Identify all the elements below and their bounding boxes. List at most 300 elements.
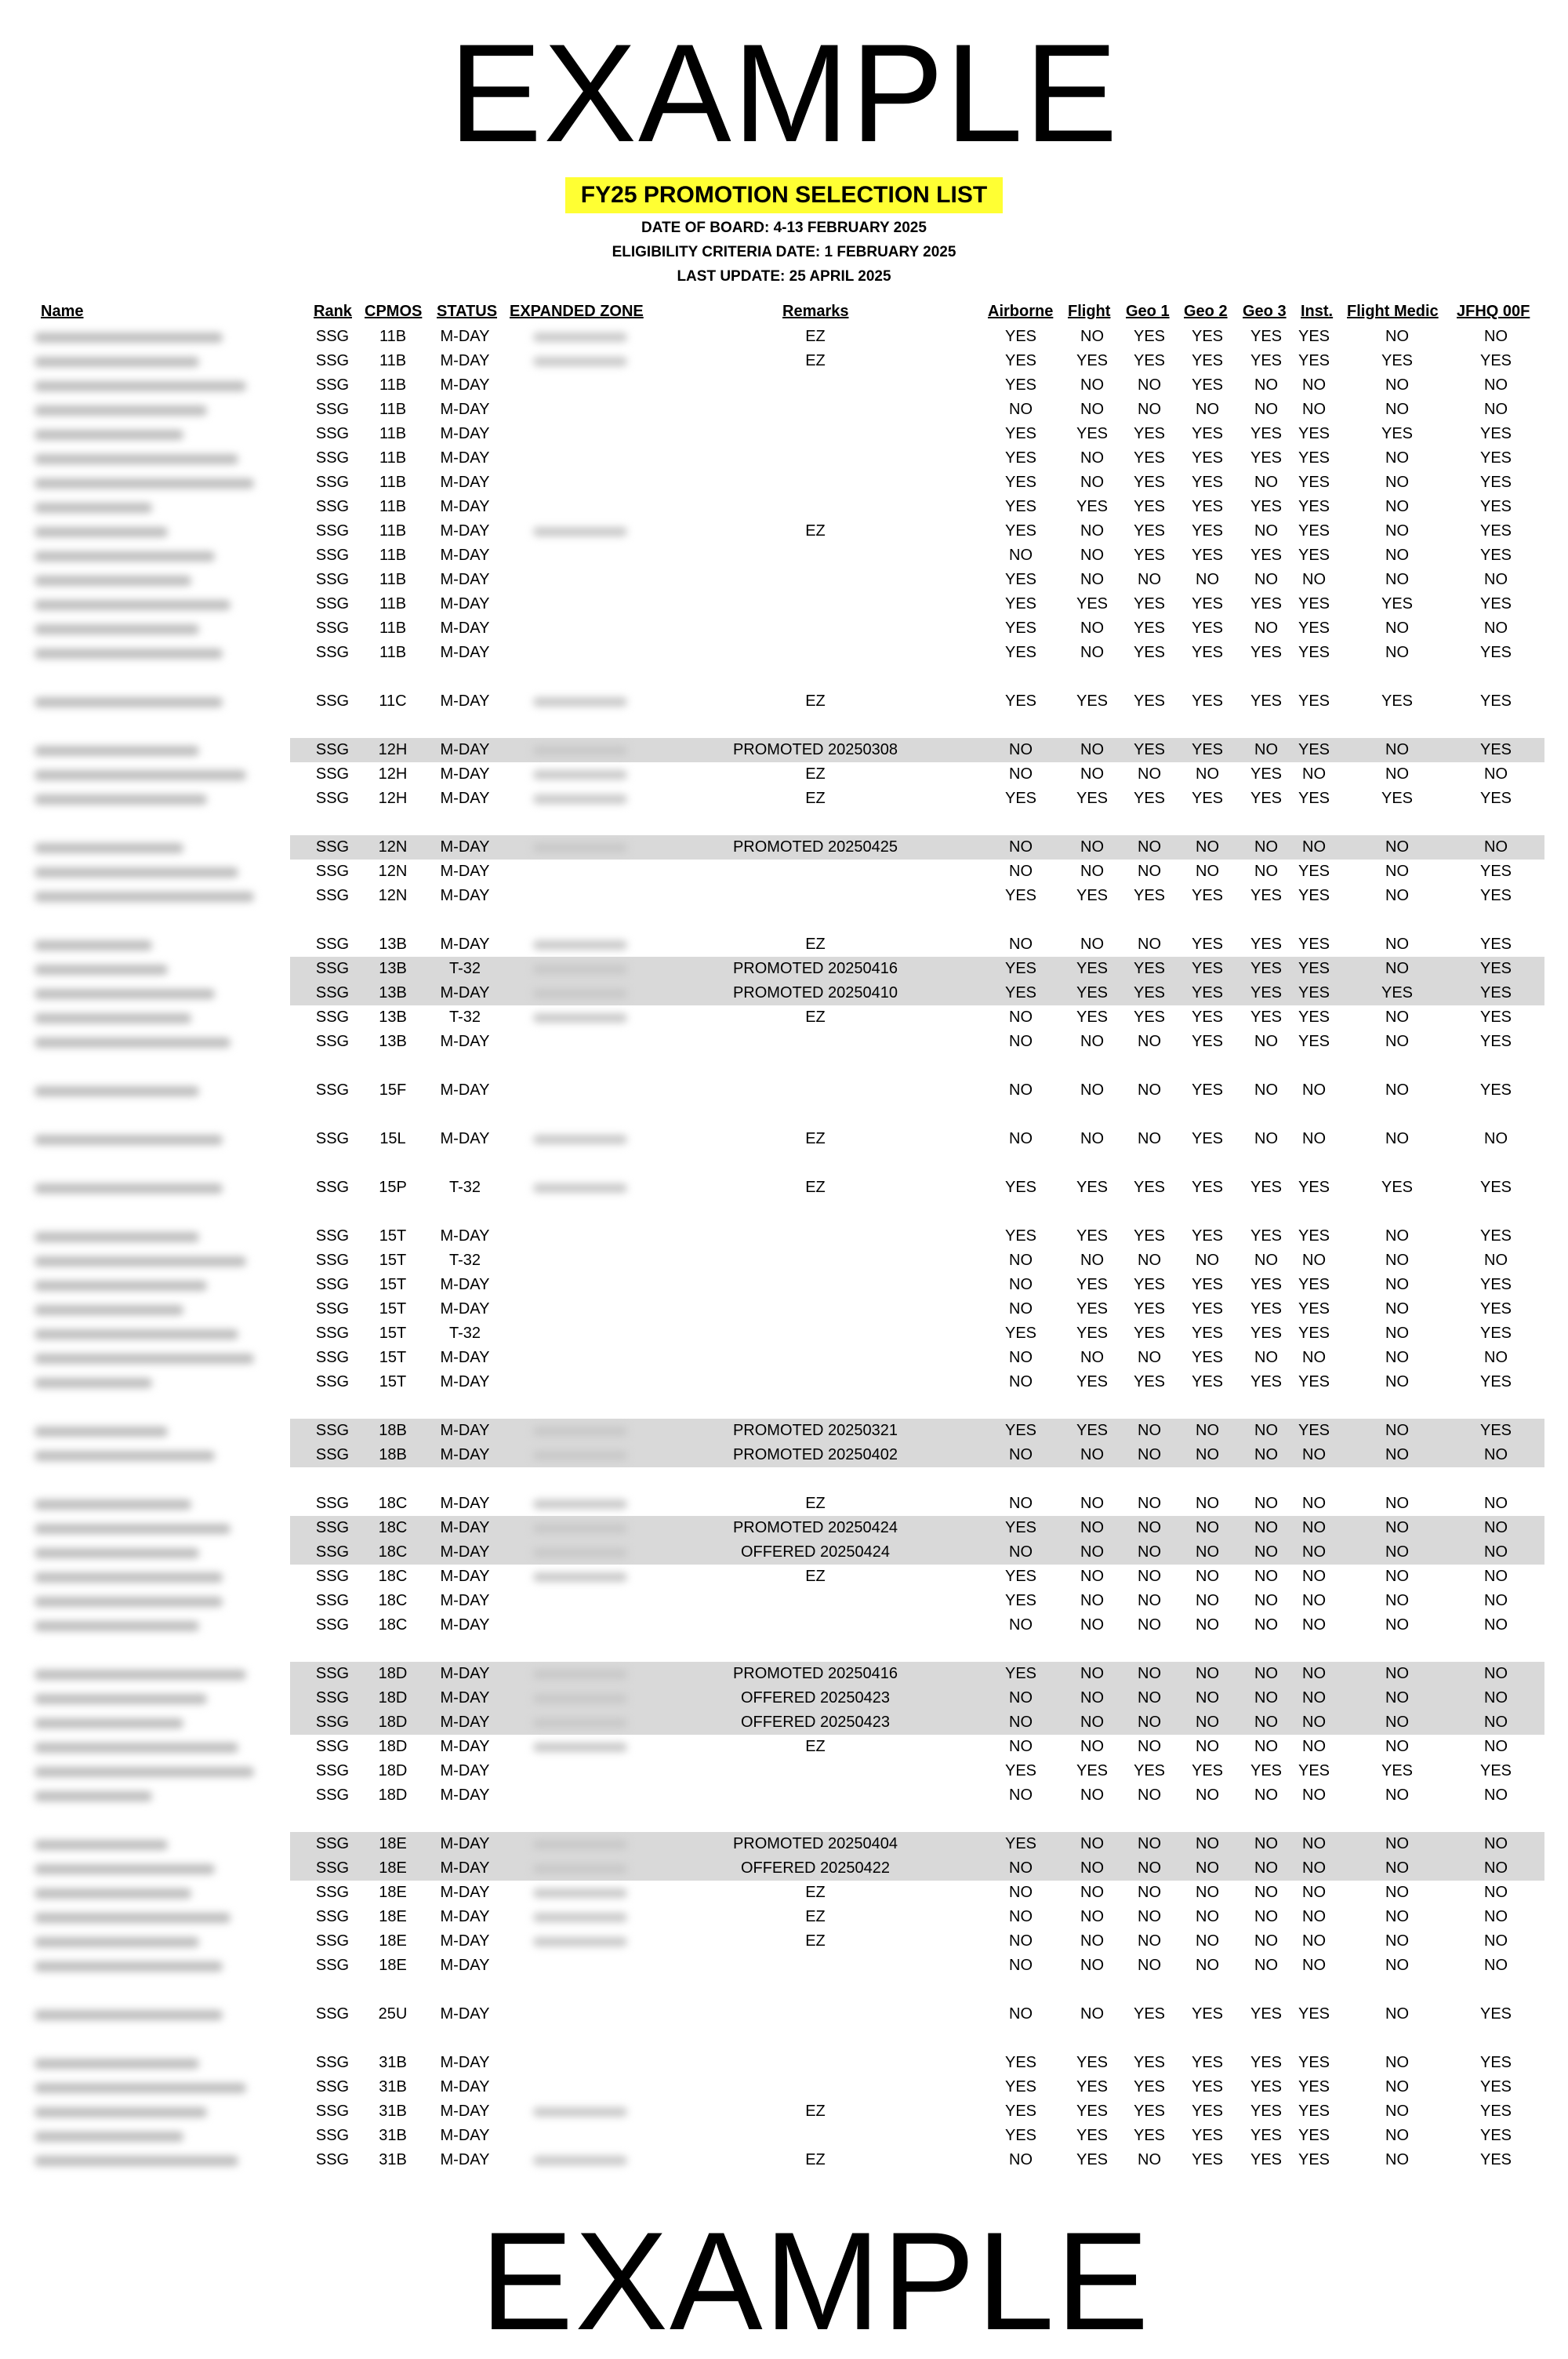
- geo-1-cell: YES: [1133, 741, 1166, 758]
- geo-2-cell: YES: [1191, 1081, 1224, 1099]
- redacted-expanded-zone: [533, 2107, 627, 2117]
- geo-2-cell: YES: [1191, 936, 1224, 953]
- geo-3-cell: NO: [1254, 1446, 1278, 1463]
- flight-medic-cell: NO: [1385, 1592, 1409, 1609]
- flight-cell: YES: [1076, 1276, 1109, 1293]
- flight-medic-cell: NO: [1385, 449, 1409, 467]
- status-cell: M-DAY: [440, 2078, 490, 2095]
- table-row: [31, 1662, 1544, 1686]
- table-row: [31, 543, 1544, 568]
- rank-cell: SSG: [315, 1081, 350, 1099]
- last-update: LAST UPDATE: 25 APRIL 2025: [677, 268, 891, 285]
- geo-2-cell: YES: [1191, 522, 1224, 540]
- geo-1-cell: NO: [1138, 376, 1161, 394]
- redacted-name: [34, 1354, 254, 1364]
- inst-cell: NO: [1302, 1714, 1326, 1731]
- geo-2-cell: NO: [1196, 1665, 1219, 1682]
- inst-cell: YES: [1298, 2054, 1330, 2071]
- jfhq-00f-cell: NO: [1484, 1908, 1508, 1925]
- geo-3-cell: NO: [1254, 474, 1278, 491]
- geo-2-cell: YES: [1191, 1179, 1224, 1196]
- redacted-name: [34, 454, 238, 464]
- header-jfhq-00f: JFHQ 00F: [1457, 303, 1530, 320]
- jfhq-00f-cell: NO: [1484, 1665, 1508, 1682]
- geo-3-cell: YES: [1250, 328, 1283, 345]
- header-flight-medic: Flight Medic: [1347, 303, 1439, 320]
- cpmos-cell: 11B: [379, 352, 407, 369]
- header-flight: Flight: [1068, 303, 1111, 320]
- redacted-name: [34, 1524, 230, 1534]
- inst-cell: NO: [1302, 376, 1326, 394]
- remarks-cell: EZ: [805, 692, 826, 710]
- jfhq-00f-cell: YES: [1479, 960, 1512, 977]
- airborne-cell: YES: [1004, 1422, 1037, 1439]
- cpmos-cell: 15P: [379, 1179, 407, 1196]
- flight-medic-cell: NO: [1385, 328, 1409, 345]
- geo-2-cell: YES: [1191, 790, 1224, 807]
- jfhq-00f-cell: YES: [1479, 692, 1512, 710]
- redacted-name: [34, 1621, 199, 1631]
- status-cell: M-DAY: [440, 1081, 490, 1099]
- airborne-cell: YES: [1004, 2103, 1037, 2120]
- flight-medic-cell: NO: [1385, 936, 1409, 953]
- redacted-name: [34, 940, 152, 951]
- jfhq-00f-cell: YES: [1479, 863, 1512, 880]
- rank-cell: SSG: [315, 1300, 350, 1318]
- flight-cell: YES: [1076, 1762, 1109, 1779]
- rank-cell: SSG: [315, 741, 350, 758]
- cpmos-cell: 11B: [379, 620, 407, 637]
- airborne-cell: NO: [1009, 1884, 1033, 1901]
- redacted-expanded-zone: [533, 1013, 627, 1023]
- flight-medic-cell: NO: [1385, 1568, 1409, 1585]
- geo-2-cell: YES: [1191, 2103, 1224, 2120]
- geo-1-cell: NO: [1138, 1519, 1161, 1536]
- remarks-cell: EZ: [805, 328, 826, 345]
- inst-cell: YES: [1298, 2151, 1330, 2168]
- cpmos-cell: 11B: [379, 474, 407, 491]
- geo-1-cell: NO: [1138, 1422, 1161, 1439]
- flight-cell: YES: [1076, 2127, 1109, 2144]
- rank-cell: SSG: [315, 1276, 350, 1293]
- geo-2-cell: YES: [1191, 620, 1224, 637]
- flight-cell: YES: [1076, 984, 1109, 1001]
- status-cell: M-DAY: [440, 401, 490, 418]
- geo-1-cell: YES: [1133, 644, 1166, 661]
- jfhq-00f-cell: NO: [1484, 1519, 1508, 1536]
- airborne-cell: YES: [1004, 1179, 1037, 1196]
- cpmos-cell: 11B: [379, 571, 407, 588]
- rank-cell: SSG: [315, 1908, 350, 1925]
- geo-3-cell: YES: [1250, 449, 1283, 467]
- table-row: [31, 373, 1544, 398]
- example-watermark-top: EXAMPLE: [448, 15, 1120, 171]
- redacted-name: [34, 1572, 223, 1583]
- inst-cell: YES: [1298, 790, 1330, 807]
- inst-cell: NO: [1302, 1446, 1326, 1463]
- flight-medic-cell: NO: [1385, 474, 1409, 491]
- inst-cell: YES: [1298, 2103, 1330, 2120]
- flight-medic-cell: YES: [1381, 692, 1414, 710]
- cpmos-cell: 18D: [378, 1787, 408, 1804]
- status-cell: M-DAY: [440, 1276, 490, 1293]
- flight-cell: NO: [1080, 1616, 1104, 1634]
- geo-3-cell: YES: [1250, 1762, 1283, 1779]
- airborne-cell: YES: [1004, 644, 1037, 661]
- redacted-expanded-zone: [533, 1427, 627, 1436]
- status-cell: T-32: [448, 1179, 481, 1196]
- jfhq-00f-cell: YES: [1479, 1276, 1512, 1293]
- redacted-name: [34, 1597, 223, 1607]
- cpmos-cell: 15T: [379, 1325, 407, 1342]
- airborne-cell: YES: [1004, 1835, 1037, 1852]
- redacted-name: [34, 405, 207, 416]
- status-cell: M-DAY: [440, 328, 490, 345]
- redacted-name: [34, 1038, 230, 1048]
- status-cell: M-DAY: [440, 522, 490, 540]
- table-row: [31, 1686, 1544, 1710]
- rank-cell: SSG: [315, 1835, 350, 1852]
- remarks-cell: OFFERED 20250422: [740, 1859, 891, 1877]
- redacted-expanded-zone: [533, 989, 627, 998]
- flight-medic-cell: NO: [1385, 1349, 1409, 1366]
- geo-1-cell: NO: [1138, 1592, 1161, 1609]
- redacted-expanded-zone: [533, 333, 627, 342]
- flight-medic-cell: NO: [1385, 498, 1409, 515]
- redacted-expanded-zone: [533, 1183, 627, 1193]
- flight-medic-cell: NO: [1385, 1081, 1409, 1099]
- cpmos-cell: 18C: [378, 1592, 408, 1609]
- inst-cell: YES: [1298, 984, 1330, 1001]
- jfhq-00f-cell: NO: [1484, 1130, 1508, 1147]
- airborne-cell: YES: [1004, 595, 1037, 612]
- table-row: [31, 1176, 1544, 1200]
- flight-cell: YES: [1076, 2078, 1109, 2095]
- geo-1-cell: YES: [1133, 328, 1166, 345]
- redacted-name: [34, 867, 238, 878]
- cpmos-cell: 18D: [378, 1689, 408, 1707]
- table-row: [31, 932, 1544, 957]
- inst-cell: YES: [1298, 425, 1330, 442]
- flight-medic-cell: NO: [1385, 960, 1409, 977]
- table-row: [31, 2002, 1544, 2026]
- jfhq-00f-cell: YES: [1479, 425, 1512, 442]
- redacted-name: [34, 1913, 230, 1923]
- inst-cell: YES: [1298, 692, 1330, 710]
- jfhq-00f-cell: NO: [1484, 1787, 1508, 1804]
- flight-medic-cell: NO: [1385, 1932, 1409, 1950]
- redacted-name: [34, 649, 223, 659]
- jfhq-00f-cell: YES: [1479, 1179, 1512, 1196]
- flight-medic-cell: NO: [1385, 1422, 1409, 1439]
- status-cell: M-DAY: [440, 1616, 490, 1634]
- redacted-name: [34, 381, 246, 391]
- cpmos-cell: 18E: [379, 1884, 407, 1901]
- table-row: [31, 1419, 1544, 1443]
- table-row: [31, 422, 1544, 446]
- cpmos-cell: 18D: [378, 1738, 408, 1755]
- remarks-cell: EZ: [805, 1568, 826, 1585]
- inst-cell: NO: [1302, 1689, 1326, 1707]
- geo-1-cell: YES: [1133, 2103, 1166, 2120]
- redacted-name: [34, 892, 254, 902]
- redacted-name: [34, 1427, 168, 1437]
- table-row: [31, 1516, 1544, 1540]
- rank-cell: SSG: [315, 1689, 350, 1707]
- flight-cell: NO: [1080, 765, 1104, 783]
- table-row: [31, 1273, 1544, 1297]
- flight-cell: NO: [1080, 1130, 1104, 1147]
- airborne-cell: NO: [1009, 1349, 1033, 1366]
- flight-cell: YES: [1076, 595, 1109, 612]
- geo-2-cell: YES: [1191, 2054, 1224, 2071]
- inst-cell: NO: [1302, 1252, 1326, 1269]
- airborne-cell: NO: [1009, 1009, 1033, 1026]
- redacted-name: [34, 2156, 238, 2166]
- redacted-name: [34, 697, 223, 707]
- geo-2-cell: YES: [1191, 498, 1224, 515]
- rank-cell: SSG: [315, 887, 350, 904]
- table-row: [31, 1030, 1544, 1054]
- jfhq-00f-cell: NO: [1484, 1957, 1508, 1974]
- redacted-name: [34, 503, 152, 513]
- redacted-expanded-zone: [533, 965, 627, 974]
- flight-cell: NO: [1080, 328, 1104, 345]
- geo-1-cell: NO: [1138, 1033, 1161, 1050]
- flight-medic-cell: NO: [1385, 1227, 1409, 1245]
- header-remarks: Remarks: [782, 303, 849, 320]
- rank-cell: SSG: [315, 425, 350, 442]
- rank-cell: SSG: [315, 328, 350, 345]
- geo-3-cell: YES: [1250, 765, 1283, 783]
- jfhq-00f-cell: NO: [1484, 1932, 1508, 1950]
- status-cell: T-32: [448, 1325, 481, 1342]
- rank-cell: SSG: [315, 1616, 350, 1634]
- rank-cell: SSG: [315, 1568, 350, 1585]
- rank-cell: SSG: [315, 1884, 350, 1901]
- redacted-expanded-zone: [533, 1718, 627, 1728]
- jfhq-00f-cell: YES: [1479, 2127, 1512, 2144]
- table-row: [31, 787, 1544, 811]
- airborne-cell: NO: [1009, 1957, 1033, 1974]
- date-of-board: DATE OF BOARD: 4-13 FEBRUARY 2025: [641, 220, 927, 236]
- geo-3-cell: NO: [1254, 1495, 1278, 1512]
- geo-3-cell: NO: [1254, 1787, 1278, 1804]
- flight-medic-cell: NO: [1385, 2151, 1409, 2168]
- geo-2-cell: NO: [1196, 1616, 1219, 1634]
- rank-cell: SSG: [315, 571, 350, 588]
- table-row: [31, 1078, 1544, 1103]
- flight-cell: NO: [1080, 1908, 1104, 1925]
- geo-1-cell: NO: [1138, 1738, 1161, 1755]
- geo-3-cell: NO: [1254, 571, 1278, 588]
- remarks-cell: OFFERED 20250423: [740, 1689, 891, 1707]
- redacted-name: [34, 333, 223, 343]
- flight-medic-cell: NO: [1385, 1665, 1409, 1682]
- inst-cell: NO: [1302, 571, 1326, 588]
- redacted-name: [34, 1305, 183, 1315]
- inst-cell: YES: [1298, 1227, 1330, 1245]
- geo-1-cell: YES: [1133, 2005, 1166, 2023]
- status-cell: M-DAY: [440, 863, 490, 880]
- flight-medic-cell: NO: [1385, 2127, 1409, 2144]
- jfhq-00f-cell: YES: [1479, 547, 1512, 564]
- cpmos-cell: 18C: [378, 1568, 408, 1585]
- flight-medic-cell: NO: [1385, 1884, 1409, 1901]
- table-row: [31, 1321, 1544, 1346]
- geo-1-cell: YES: [1133, 474, 1166, 491]
- geo-2-cell: NO: [1196, 1957, 1219, 1974]
- status-cell: M-DAY: [440, 620, 490, 637]
- airborne-cell: NO: [1009, 2005, 1033, 2023]
- list-title: FY25 PROMOTION SELECTION LIST: [565, 177, 1003, 213]
- jfhq-00f-cell: NO: [1484, 1714, 1508, 1731]
- rank-cell: SSG: [315, 1422, 350, 1439]
- geo-2-cell: YES: [1191, 1009, 1224, 1026]
- rank-cell: SSG: [315, 1373, 350, 1390]
- cpmos-cell: 11B: [379, 522, 407, 540]
- flight-cell: NO: [1080, 1738, 1104, 1755]
- geo-3-cell: YES: [1250, 1300, 1283, 1318]
- rank-cell: SSG: [315, 1349, 350, 1366]
- geo-3-cell: NO: [1254, 1592, 1278, 1609]
- table-row: [31, 1492, 1544, 1516]
- status-cell: M-DAY: [440, 692, 490, 710]
- inst-cell: NO: [1302, 838, 1326, 856]
- geo-2-cell: YES: [1191, 1227, 1224, 1245]
- table-row: [31, 835, 1544, 860]
- cpmos-cell: 12N: [378, 838, 408, 856]
- geo-2-cell: NO: [1196, 1835, 1219, 1852]
- status-cell: M-DAY: [440, 2127, 490, 2144]
- inst-cell: YES: [1298, 498, 1330, 515]
- flight-cell: NO: [1080, 571, 1104, 588]
- flight-cell: YES: [1076, 2103, 1109, 2120]
- jfhq-00f-cell: YES: [1479, 1227, 1512, 1245]
- geo-2-cell: YES: [1191, 887, 1224, 904]
- geo-1-cell: YES: [1133, 352, 1166, 369]
- cpmos-cell: 15T: [379, 1373, 407, 1390]
- geo-1-cell: YES: [1133, 1325, 1166, 1342]
- redacted-name: [34, 1767, 254, 1777]
- airborne-cell: NO: [1009, 1787, 1033, 1804]
- redacted-expanded-zone: [533, 843, 627, 852]
- geo-2-cell: YES: [1191, 328, 1224, 345]
- table-row: [31, 2051, 1544, 2075]
- geo-1-cell: NO: [1138, 1349, 1161, 1366]
- airborne-cell: NO: [1009, 1130, 1033, 1147]
- rank-cell: SSG: [315, 936, 350, 953]
- rank-cell: SSG: [315, 522, 350, 540]
- flight-medic-cell: NO: [1385, 571, 1409, 588]
- geo-3-cell: NO: [1254, 1957, 1278, 1974]
- airborne-cell: YES: [1004, 620, 1037, 637]
- geo-3-cell: YES: [1250, 1325, 1283, 1342]
- header-status: STATUS: [437, 303, 498, 320]
- flight-cell: NO: [1080, 1519, 1104, 1536]
- geo-2-cell: NO: [1196, 1543, 1219, 1561]
- inst-cell: NO: [1302, 1081, 1326, 1099]
- geo-3-cell: YES: [1250, 984, 1283, 1001]
- jfhq-00f-cell: YES: [1479, 1373, 1512, 1390]
- geo-3-cell: NO: [1254, 1081, 1278, 1099]
- redacted-expanded-zone: [533, 1135, 627, 1144]
- cpmos-cell: 18E: [379, 1835, 407, 1852]
- redacted-expanded-zone: [533, 1743, 627, 1752]
- flight-cell: NO: [1080, 376, 1104, 394]
- header-name: Name: [41, 303, 84, 320]
- status-cell: M-DAY: [440, 1787, 490, 1804]
- redacted-expanded-zone: [533, 746, 627, 755]
- geo-2-cell: NO: [1196, 838, 1219, 856]
- flight-medic-cell: NO: [1385, 1276, 1409, 1293]
- example-watermark-bottom: EXAMPLE: [480, 2203, 1151, 2359]
- flight-cell: YES: [1076, 1373, 1109, 1390]
- inst-cell: YES: [1298, 960, 1330, 977]
- cpmos-cell: 13B: [379, 1033, 407, 1050]
- airborne-cell: YES: [1004, 1568, 1037, 1585]
- jfhq-00f-cell: YES: [1479, 1009, 1512, 1026]
- status-cell: M-DAY: [440, 547, 490, 564]
- airborne-cell: YES: [1004, 790, 1037, 807]
- flight-medic-cell: NO: [1385, 1495, 1409, 1512]
- cpmos-cell: 18D: [378, 1714, 408, 1731]
- geo-3-cell: YES: [1250, 2005, 1283, 2023]
- inst-cell: NO: [1302, 1568, 1326, 1585]
- status-cell: M-DAY: [440, 1592, 490, 1609]
- status-cell: M-DAY: [440, 474, 490, 491]
- geo-1-cell: YES: [1133, 1227, 1166, 1245]
- remarks-cell: OFFERED 20250423: [740, 1714, 891, 1731]
- rank-cell: SSG: [315, 1495, 350, 1512]
- cpmos-cell: 11B: [379, 425, 407, 442]
- geo-1-cell: YES: [1133, 984, 1166, 1001]
- rank-cell: SSG: [315, 2054, 350, 2071]
- remarks-cell: EZ: [805, 352, 826, 369]
- geo-2-cell: NO: [1196, 1446, 1219, 1463]
- redacted-name: [34, 2132, 183, 2142]
- table-row: [31, 471, 1544, 495]
- status-cell: M-DAY: [440, 2005, 490, 2023]
- flight-medic-cell: NO: [1385, 741, 1409, 758]
- geo-2-cell: NO: [1196, 1932, 1219, 1950]
- inst-cell: YES: [1298, 595, 1330, 612]
- flight-medic-cell: YES: [1381, 425, 1414, 442]
- airborne-cell: NO: [1009, 1714, 1033, 1731]
- inst-cell: YES: [1298, 887, 1330, 904]
- cpmos-cell: 18C: [378, 1519, 408, 1536]
- inst-cell: NO: [1302, 1884, 1326, 1901]
- geo-1-cell: YES: [1133, 595, 1166, 612]
- flight-medic-cell: NO: [1385, 1009, 1409, 1026]
- table-row: [31, 884, 1544, 908]
- remarks-cell: EZ: [805, 1738, 826, 1755]
- header-expanded-zone: EXPANDED ZONE: [510, 303, 644, 320]
- rank-cell: SSG: [315, 595, 350, 612]
- redacted-name: [34, 478, 254, 489]
- status-cell: M-DAY: [440, 1957, 490, 1974]
- rank-cell: SSG: [315, 863, 350, 880]
- redacted-name: [34, 1548, 199, 1558]
- rank-cell: SSG: [315, 1787, 350, 1804]
- jfhq-00f-cell: YES: [1479, 1033, 1512, 1050]
- redacted-name: [34, 1718, 183, 1728]
- geo-2-cell: NO: [1196, 765, 1219, 783]
- table-row: [31, 1929, 1544, 1954]
- geo-1-cell: NO: [1138, 1932, 1161, 1950]
- table-row: [31, 641, 1544, 665]
- redacted-name: [34, 2059, 199, 2069]
